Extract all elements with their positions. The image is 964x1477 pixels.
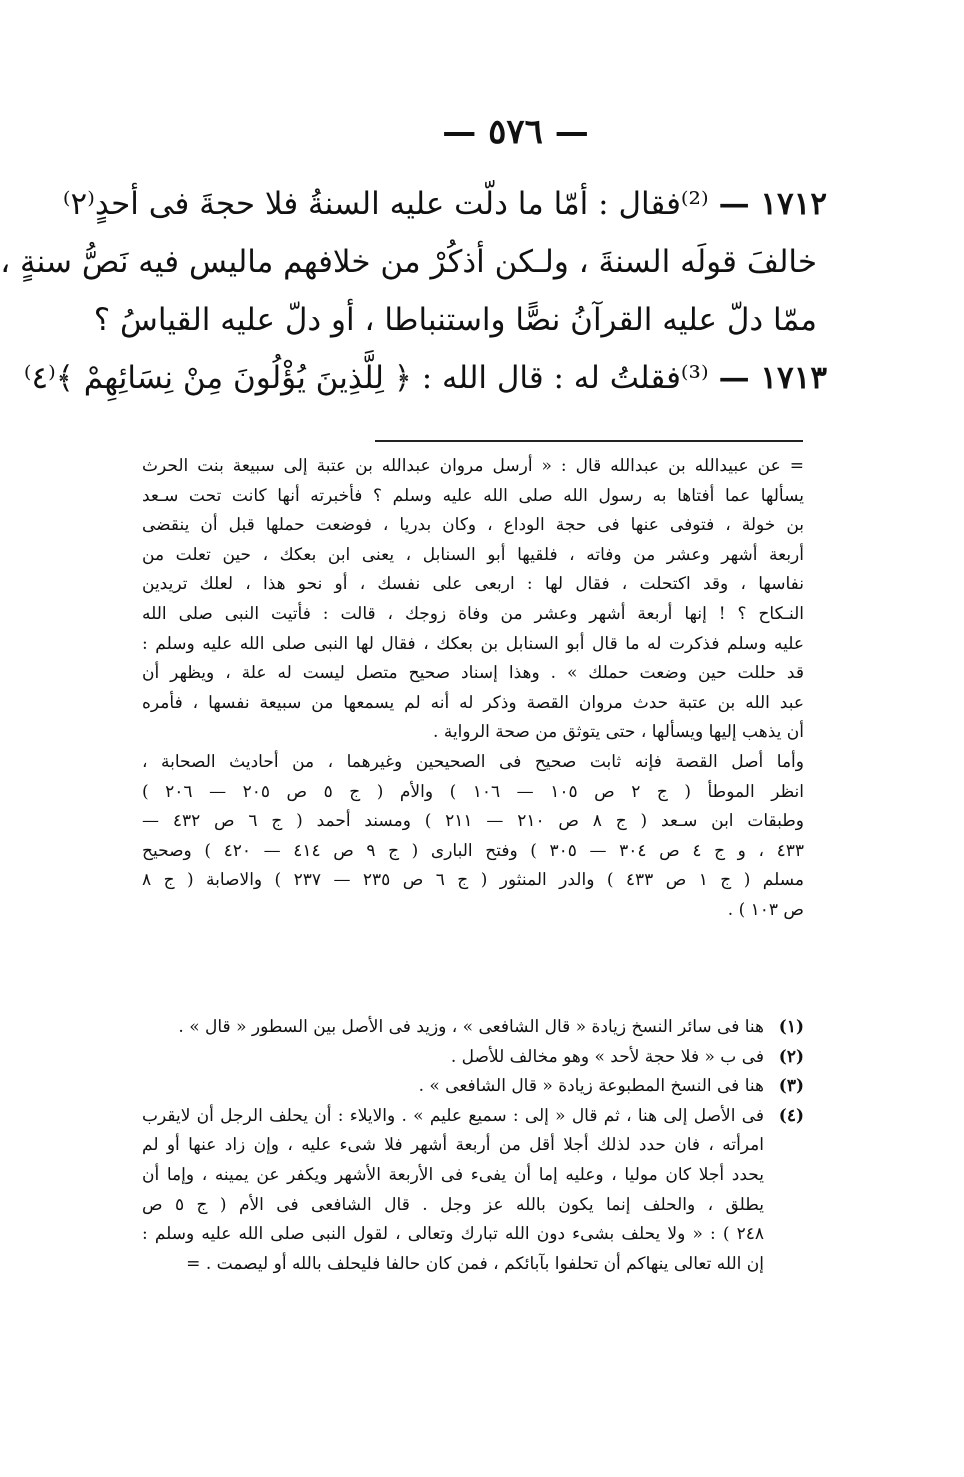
main-line bbox=[0, 233, 827, 291]
commentary-line: ص ١٠٣ ) . bbox=[727, 899, 804, 920]
commentary bbox=[142, 452, 804, 926]
main-line-text: خالفَ قولَه السنةَ ، ولـكن أذكُرْ من خلافهم ماليس فيه نَصُّ سنةٍ ، bbox=[0, 244, 817, 280]
main-line-text: ⁽³⁾فقلتُ له : قال الله : ﴿ لِلَّذِينَ يُؤْلُونَ مِنْ نِسَائِهِمْ ﴾⁽٤⁾ bbox=[23, 360, 709, 396]
footnote-body bbox=[142, 1102, 764, 1280]
footnote-divider bbox=[375, 440, 803, 442]
commentary-line: انظر الموطأ ( ج ٢ ص ١٠٥ — ١٠٦ ) والأم ( ج ٥ ص ٢٠٥ — ٢٠٦ ) bbox=[142, 781, 805, 802]
commentary-line: مسلم ( ج ١ ص ٤٣٣ ) والدر المنثور ( ج ٦ ص ٢٣٥ — ٢٣٧ ) والاصابة ( ج ٨ bbox=[142, 870, 804, 891]
footnote-label: (١) bbox=[778, 1017, 804, 1037]
footnote-line: هنا فى سائر النسخ زيادة « قال الشافعى » ، وزيد فى الأصل بين السطور « قال » . bbox=[178, 1017, 764, 1037]
paragraph-number: ١٧١٣ — bbox=[718, 360, 827, 396]
footnote-line: امرأته ، فان حدد لذلك أجلا أقل من أربعة أشهر فلا شىء عليه ، وإن زاد عنها أو لم bbox=[142, 1135, 764, 1156]
footnote bbox=[142, 1072, 804, 1102]
commentary-line: وطبقات ابن سـعد ( ج ٨ ص ٢١٠ — ٢١١ ) ومسند أحمد ( ج ٦ ص ٤٣٢ — bbox=[142, 811, 804, 832]
commentary-line: أن يذهب إليها ويسألها ، حتى يتوثق من صحة الرواية . bbox=[433, 722, 804, 743]
commentary-line: ٤٣٣ ، و ج ٤ ص ٣٠٤ — ٣٠٥ ) وفتح البارى ( ج ٩ ص ٤١٤ — ٤٢٠ ) وصحيح bbox=[142, 840, 804, 861]
main-line-text: ممّا دلّ عليه القرآنُ نصًّا واستنباطا ، أو دلّ عليه القياسُ ؟ bbox=[93, 302, 817, 338]
commentary-line: نفاسها ، وقد اكتحلت ، فقال لها : اربعى على نفسك ، أو نحو هذا ، لعلك تريدين bbox=[142, 574, 804, 595]
footnote-line: إن الله تعالى ينهاكم أن تحلفوا بآبائكم ، فمن كان حالفا فليحلف بالله أو ليصمت . = bbox=[186, 1253, 764, 1274]
footnote-line: هنا فى النسخ المطبوعة زيادة « قال الشافعى » . bbox=[418, 1076, 764, 1097]
main-line bbox=[62, 175, 827, 233]
commentary-line: النـكاح ؟ ! إنها أربعة أشهر وعشر من وفاة زوجك ، قالت : فأتيت النبى صلى الله bbox=[142, 603, 804, 624]
footnote-line: ٢٤٨ ) : « ولا يحلف بشىء دون الله تبارك وتعالى ، لقول النبى صلى الله عليه وسلم : bbox=[142, 1224, 764, 1245]
footnote-label: (٢) bbox=[778, 1046, 804, 1067]
footnote bbox=[142, 1102, 804, 1280]
footnote bbox=[142, 1043, 804, 1073]
commentary-line: عليه وسلم فذكرت له ما قال أبو السنابل بن بعكك ، فقال لها النبى صلى الله عليه وسلم : bbox=[142, 633, 804, 654]
footnotes bbox=[142, 1013, 804, 1279]
footnote-line: يطلق ، والحلف إنما يكون بالله عز وجل . قال الشافعى فى الأم ( ج ٥ ص bbox=[142, 1194, 764, 1215]
commentary-line: بن خولة ، فتوفى عنها فى حجة الوداع ، وكان بدريا ، فوضعت حملها قبل أن ينقضى bbox=[142, 515, 804, 536]
footnote-body bbox=[142, 1013, 764, 1043]
footnote-label: (٤) bbox=[778, 1105, 804, 1126]
commentary-line: يسألها عما أفتاها به رسول الله صلى الله عليه وسلم ؟ فأخبرته أنها كانت تحت سـعد bbox=[142, 485, 804, 506]
footnote-body bbox=[142, 1072, 764, 1102]
paragraph-number: ١٧١٢ — bbox=[718, 186, 827, 222]
page-number: — ٥٧٦ — bbox=[442, 112, 589, 152]
footnote-body bbox=[142, 1043, 764, 1073]
commentary-line: = عن عبيدالله بن عبدالله قال : « أرسل مروان عبدالله بن عتبة إلى سبيعة بنت الحرث bbox=[142, 456, 804, 476]
main-text bbox=[0, 175, 827, 407]
footnote-label: (٣) bbox=[778, 1076, 804, 1097]
main-line bbox=[23, 349, 827, 407]
footnote-line: فى الأصل إلى هنا ، ثم قال « إلى : سميع عليم » . والايلاء : أن يحلف الرجل أن لايقرب bbox=[142, 1105, 764, 1126]
main-line bbox=[93, 291, 827, 349]
footnote bbox=[142, 1013, 804, 1043]
footnote-line: فى ب « فلا حجة لأحد » وهو مخالف للأصل . bbox=[450, 1046, 764, 1067]
main-line-text: ⁽²⁾فقال : أمّا ما دلّت عليه السنةُ فلا حجةَ فى أحدٍ⁽٢⁾ bbox=[62, 186, 709, 222]
commentary-line: وأما أصل القصة فإنه ثابت صحيح فى الصحيحين وغيرهما ، من أحاديث الصحابة ، bbox=[142, 751, 804, 772]
footnote-line: يحدد أجلا كان موليا ، وعليه إما أن يفىء فى الأربعة الأشهر ويكفر عن يمينه ، وإما أن bbox=[142, 1164, 764, 1185]
commentary-line: عبد الله بن عتبة حدث مروان القصة وذكر له أنه لم يسمعها من سبيعة نفسها ، فأمره bbox=[142, 692, 804, 713]
commentary-line: قد حللت حين وضعت حملك » . وهذا إسناد صحيح متصل ليست له علة ، ويظهر أن bbox=[142, 663, 804, 684]
commentary-line: أربعة أشهر وعشر من وفاته ، فلقيها أبو السنابل ، يعنى ابن بعكك ، حين تعلت من bbox=[142, 544, 804, 565]
